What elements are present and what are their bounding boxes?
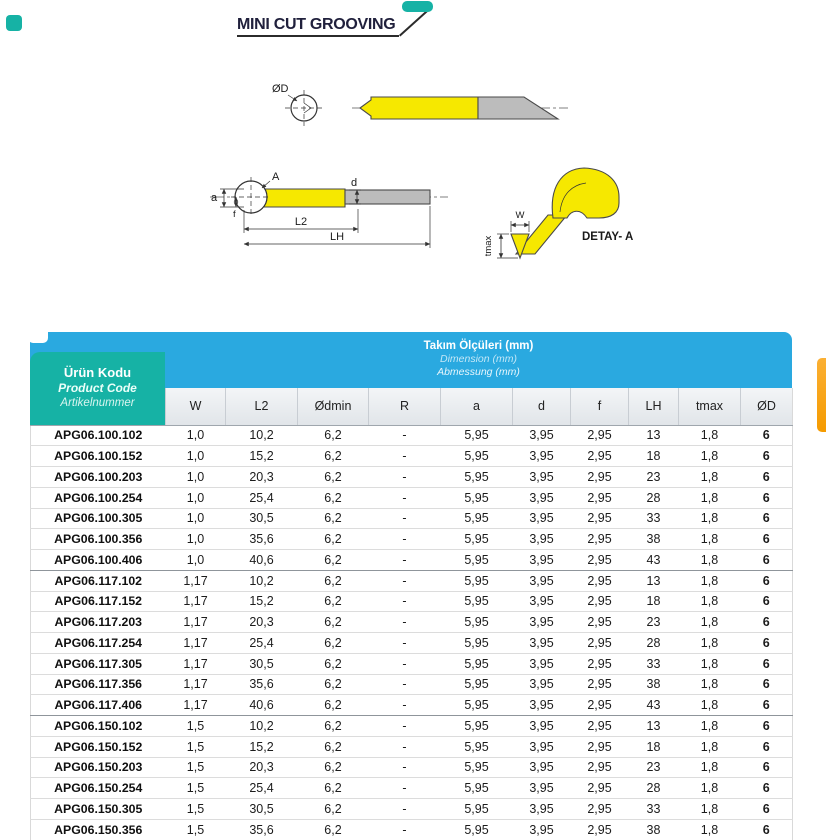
value-cell: - (369, 778, 441, 799)
value-cell: 2,95 (571, 674, 629, 695)
product-code-cell: APG06.100.305 (31, 508, 166, 529)
value-cell: 6,2 (298, 612, 369, 633)
value-cell: 1,17 (166, 570, 226, 591)
value-cell: - (369, 467, 441, 488)
product-code-cell: APG06.150.203 (31, 757, 166, 778)
value-cell: 3,95 (513, 633, 571, 654)
value-cell: 15,2 (226, 736, 298, 757)
value-cell: 18 (629, 736, 679, 757)
value-cell: 2,95 (571, 591, 629, 612)
column-header: W (166, 388, 226, 425)
value-cell: 6,2 (298, 799, 369, 820)
value-cell: 3,95 (513, 550, 571, 571)
product-code-cell: APG06.100.102 (31, 425, 166, 446)
label-lh: LH (329, 231, 345, 243)
value-cell: - (369, 653, 441, 674)
value-cell: 1,5 (166, 778, 226, 799)
value-cell: 3,95 (513, 757, 571, 778)
value-cell: 1,8 (679, 819, 741, 840)
value-cell: 6 (741, 446, 793, 467)
table-row (31, 736, 793, 757)
value-cell: 2,95 (571, 467, 629, 488)
value-cell: 6 (741, 467, 793, 488)
value-cell: 3,95 (513, 425, 571, 446)
value-cell: 6 (741, 799, 793, 820)
table-row (31, 591, 793, 612)
value-cell: 30,5 (226, 653, 298, 674)
value-cell: 28 (629, 633, 679, 654)
value-cell: 6 (741, 757, 793, 778)
value-cell: 40,6 (226, 695, 298, 716)
table-row (31, 570, 793, 591)
value-cell: 3,95 (513, 612, 571, 633)
value-cell: 1,17 (166, 612, 226, 633)
value-cell: 18 (629, 446, 679, 467)
value-cell: 23 (629, 467, 679, 488)
value-cell: 2,95 (571, 529, 629, 550)
product-code-cell: APG06.117.406 (31, 695, 166, 716)
tool-side-view (272, 83, 568, 126)
value-cell: 1,17 (166, 633, 226, 654)
value-cell: 6 (741, 674, 793, 695)
product-code-cell: APG06.117.152 (31, 591, 166, 612)
product-code-header-line2: Product Code (58, 381, 137, 395)
value-cell: 6,2 (298, 695, 369, 716)
product-code-cell: APG06.100.356 (31, 529, 166, 550)
value-cell: 5,95 (441, 529, 513, 550)
table-row (31, 819, 793, 840)
value-cell: 3,95 (513, 467, 571, 488)
value-cell: 3,95 (513, 529, 571, 550)
value-cell: 15,2 (226, 591, 298, 612)
value-cell: 2,95 (571, 736, 629, 757)
value-cell: 2,95 (571, 633, 629, 654)
value-cell: 28 (629, 487, 679, 508)
value-cell: 1,0 (166, 508, 226, 529)
value-cell: 6,2 (298, 425, 369, 446)
value-cell: - (369, 695, 441, 716)
value-cell: 1,8 (679, 467, 741, 488)
value-cell: - (369, 570, 441, 591)
value-cell: 1,8 (679, 695, 741, 716)
tool-shank (345, 190, 430, 204)
value-cell: 3,95 (513, 799, 571, 820)
value-cell: - (369, 425, 441, 446)
value-cell: 5,95 (441, 778, 513, 799)
value-cell: - (369, 612, 441, 633)
value-cell: - (369, 446, 441, 467)
value-cell: 5,95 (441, 508, 513, 529)
product-code-cell: APG06.117.356 (31, 674, 166, 695)
label-d: d (350, 177, 358, 189)
value-cell: 3,95 (513, 446, 571, 467)
value-cell: 6,2 (298, 529, 369, 550)
value-cell: 6,2 (298, 467, 369, 488)
product-code-cell: APG06.150.152 (31, 736, 166, 757)
value-cell: 1,0 (166, 487, 226, 508)
value-cell: 6 (741, 736, 793, 757)
value-cell: 5,95 (441, 633, 513, 654)
value-cell: 35,6 (226, 674, 298, 695)
value-cell: 33 (629, 508, 679, 529)
product-code-cell: APG06.117.305 (31, 653, 166, 674)
value-cell: 6 (741, 612, 793, 633)
value-cell: 40,6 (226, 550, 298, 571)
table-row (31, 529, 793, 550)
value-cell: 3,95 (513, 487, 571, 508)
value-cell: 6 (741, 487, 793, 508)
value-cell: 5,95 (441, 757, 513, 778)
product-code-cell: APG06.100.203 (31, 467, 166, 488)
table-row (31, 674, 793, 695)
value-cell: 2,95 (571, 612, 629, 633)
table-row (31, 508, 793, 529)
table-row (31, 550, 793, 571)
value-cell: 1,5 (166, 799, 226, 820)
value-cell: 1,0 (166, 529, 226, 550)
value-cell: 1,0 (166, 446, 226, 467)
value-cell: 6,2 (298, 508, 369, 529)
value-cell: 3,95 (513, 653, 571, 674)
value-cell: 1,17 (166, 674, 226, 695)
value-cell: 38 (629, 819, 679, 840)
corner-tab (28, 323, 48, 343)
value-cell: 6,2 (298, 736, 369, 757)
column-header: Ødmin (298, 388, 369, 425)
column-header: f (571, 388, 629, 425)
value-cell: 2,95 (571, 716, 629, 737)
value-cell: - (369, 487, 441, 508)
value-cell: - (369, 633, 441, 654)
value-cell: 6,2 (298, 716, 369, 737)
table-row (31, 446, 793, 467)
value-cell: 1,8 (679, 591, 741, 612)
value-cell: 1,5 (166, 819, 226, 840)
value-cell: 6,2 (298, 550, 369, 571)
table-row (31, 757, 793, 778)
value-cell: 1,8 (679, 736, 741, 757)
value-cell: 6 (741, 716, 793, 737)
table-row (31, 487, 793, 508)
dimension-header-line3: Abmessung (mm) (437, 366, 520, 378)
value-cell: 2,95 (571, 508, 629, 529)
value-cell: 5,95 (441, 591, 513, 612)
product-code-cell: APG06.117.102 (31, 570, 166, 591)
value-cell: 2,95 (571, 819, 629, 840)
value-cell: 3,95 (513, 591, 571, 612)
value-cell: 30,5 (226, 799, 298, 820)
product-code-header-line3: Artikelnummer (60, 397, 135, 409)
label-l2: L2 (294, 216, 308, 228)
column-header: R (369, 388, 441, 425)
table-row (31, 799, 793, 820)
value-cell: 1,8 (679, 446, 741, 467)
value-cell: 6,2 (298, 487, 369, 508)
value-cell: 3,95 (513, 778, 571, 799)
table-body (31, 425, 793, 840)
value-cell: - (369, 819, 441, 840)
label-w: W (515, 210, 525, 221)
value-cell: 2,95 (571, 695, 629, 716)
label-tmax: tmax (483, 235, 494, 257)
value-cell: 1,8 (679, 529, 741, 550)
value-cell: 2,95 (571, 487, 629, 508)
value-cell: 6,2 (298, 778, 369, 799)
value-cell: 6,2 (298, 570, 369, 591)
technical-drawings (0, 0, 826, 310)
value-cell: 1,0 (166, 425, 226, 446)
value-cell: 6 (741, 529, 793, 550)
value-cell: 10,2 (226, 425, 298, 446)
value-cell: 6,2 (298, 757, 369, 778)
value-cell: 43 (629, 695, 679, 716)
value-cell: 33 (629, 799, 679, 820)
label-a-marker: A (272, 171, 280, 183)
product-code-cell: APG06.100.152 (31, 446, 166, 467)
value-cell: 3,95 (513, 570, 571, 591)
value-cell: 6,2 (298, 819, 369, 840)
table-row (31, 612, 793, 633)
value-cell: 35,6 (226, 529, 298, 550)
value-cell: 6 (741, 550, 793, 571)
product-code-header-line1: Ürün Kodu (63, 365, 132, 380)
value-cell: 1,8 (679, 612, 741, 633)
value-cell: 1,17 (166, 695, 226, 716)
value-cell: 1,17 (166, 591, 226, 612)
value-cell: - (369, 716, 441, 737)
product-code-cell: APG06.150.305 (31, 799, 166, 820)
value-cell: - (369, 529, 441, 550)
value-cell: - (369, 757, 441, 778)
value-cell: 1,5 (166, 757, 226, 778)
table-row (31, 716, 793, 737)
label-a: a (211, 192, 218, 204)
value-cell: 1,8 (679, 633, 741, 654)
value-cell: 5,95 (441, 716, 513, 737)
detail-head (552, 168, 619, 218)
value-cell: 10,2 (226, 716, 298, 737)
product-code-cell: APG06.117.254 (31, 633, 166, 654)
value-cell: 6 (741, 633, 793, 654)
value-cell: 6,2 (298, 446, 369, 467)
value-cell: 1,0 (166, 467, 226, 488)
value-cell: 23 (629, 612, 679, 633)
column-header: d (513, 388, 571, 425)
value-cell: 1,8 (679, 570, 741, 591)
value-cell: - (369, 550, 441, 571)
dimension-header-line1: Takım Ölçüleri (mm) (423, 340, 534, 352)
tool-dimension-view (210, 171, 448, 248)
column-header: ØD (741, 388, 793, 425)
table-row (31, 467, 793, 488)
value-cell: 38 (629, 529, 679, 550)
dimension-header-line2: Dimension (mm) (439, 353, 517, 365)
value-cell: 6,2 (298, 653, 369, 674)
value-cell: 20,3 (226, 467, 298, 488)
value-cell: 6,2 (298, 633, 369, 654)
column-header: tmax (679, 388, 741, 425)
value-cell: 5,95 (441, 612, 513, 633)
value-cell: 5,95 (441, 570, 513, 591)
product-code-cell: APG06.100.254 (31, 487, 166, 508)
value-cell: - (369, 736, 441, 757)
value-cell: 5,95 (441, 736, 513, 757)
value-cell: 6 (741, 695, 793, 716)
value-cell: 1,5 (166, 716, 226, 737)
value-cell: 25,4 (226, 633, 298, 654)
value-cell: 2,95 (571, 446, 629, 467)
value-cell: 3,95 (513, 508, 571, 529)
value-cell: 6 (741, 591, 793, 612)
value-cell: 1,8 (679, 550, 741, 571)
value-cell: 1,8 (679, 799, 741, 820)
product-code-cell: APG06.150.356 (31, 819, 166, 840)
value-cell: 6 (741, 653, 793, 674)
label-detay-a: DETAY- A (582, 231, 634, 243)
value-cell: 13 (629, 716, 679, 737)
value-cell: 25,4 (226, 487, 298, 508)
column-header: a (441, 388, 513, 425)
value-cell: 1,0 (166, 550, 226, 571)
value-cell: 1,8 (679, 653, 741, 674)
side-tab (817, 358, 826, 432)
label-od: ØD (272, 83, 289, 95)
value-cell: 15,2 (226, 446, 298, 467)
value-cell: 6 (741, 425, 793, 446)
value-cell: 13 (629, 570, 679, 591)
value-cell: 5,95 (441, 425, 513, 446)
value-cell: 2,95 (571, 550, 629, 571)
value-cell: 38 (629, 674, 679, 695)
value-cell: 3,95 (513, 695, 571, 716)
value-cell: 6 (741, 778, 793, 799)
value-cell: 5,95 (441, 446, 513, 467)
value-cell: 3,95 (513, 674, 571, 695)
value-cell: 5,95 (441, 550, 513, 571)
value-cell: 6,2 (298, 674, 369, 695)
table-row (31, 633, 793, 654)
value-cell: - (369, 508, 441, 529)
value-cell: - (369, 674, 441, 695)
value-cell: 13 (629, 425, 679, 446)
value-cell: 5,95 (441, 467, 513, 488)
product-code-cell: APG06.117.203 (31, 612, 166, 633)
column-header: LH (629, 388, 679, 425)
value-cell: 43 (629, 550, 679, 571)
value-cell: 30,5 (226, 508, 298, 529)
product-code-cell: APG06.150.254 (31, 778, 166, 799)
value-cell: 10,2 (226, 570, 298, 591)
value-cell: - (369, 591, 441, 612)
value-cell: 5,95 (441, 674, 513, 695)
catalog-table-section (30, 332, 792, 840)
page-title: MINI CUT GROOVING (237, 16, 396, 33)
product-code-cell: APG06.150.102 (31, 716, 166, 737)
value-cell: 28 (629, 778, 679, 799)
value-cell: 25,4 (226, 778, 298, 799)
value-cell: 5,95 (441, 653, 513, 674)
value-cell: 5,95 (441, 487, 513, 508)
table-row (31, 425, 793, 446)
label-f: f (233, 209, 236, 220)
value-cell: 1,8 (679, 425, 741, 446)
value-cell: 1,8 (679, 716, 741, 737)
value-cell: 6 (741, 570, 793, 591)
value-cell: 2,95 (571, 425, 629, 446)
value-cell: - (369, 799, 441, 820)
value-cell: 20,3 (226, 612, 298, 633)
detail-a-view (483, 168, 633, 258)
product-code-cell: APG06.100.406 (31, 550, 166, 571)
value-cell: 2,95 (571, 757, 629, 778)
tool-body (360, 97, 478, 119)
value-cell: 5,95 (441, 799, 513, 820)
value-cell: 23 (629, 757, 679, 778)
value-cell: 2,95 (571, 653, 629, 674)
value-cell: 1,8 (679, 508, 741, 529)
value-cell: 35,6 (226, 819, 298, 840)
value-cell: 1,8 (679, 757, 741, 778)
value-cell: 6 (741, 508, 793, 529)
value-cell: 1,8 (679, 674, 741, 695)
table-row (31, 653, 793, 674)
value-cell: 5,95 (441, 695, 513, 716)
value-cell: 2,95 (571, 799, 629, 820)
value-cell: 18 (629, 591, 679, 612)
value-cell: 1,8 (679, 778, 741, 799)
value-cell: 33 (629, 653, 679, 674)
value-cell: 20,3 (226, 757, 298, 778)
value-cell: 3,95 (513, 819, 571, 840)
value-cell: 1,17 (166, 653, 226, 674)
value-cell: 6 (741, 819, 793, 840)
table-row (31, 695, 793, 716)
value-cell: 3,95 (513, 716, 571, 737)
catalog-table (30, 388, 793, 840)
value-cell: 3,95 (513, 736, 571, 757)
value-cell: 1,8 (679, 487, 741, 508)
table-row (31, 778, 793, 799)
value-cell: 5,95 (441, 819, 513, 840)
value-cell: 1,5 (166, 736, 226, 757)
value-cell: 2,95 (571, 570, 629, 591)
product-code-header (30, 352, 165, 425)
value-cell: 2,95 (571, 778, 629, 799)
column-header: L2 (226, 388, 298, 425)
value-cell: 6,2 (298, 591, 369, 612)
